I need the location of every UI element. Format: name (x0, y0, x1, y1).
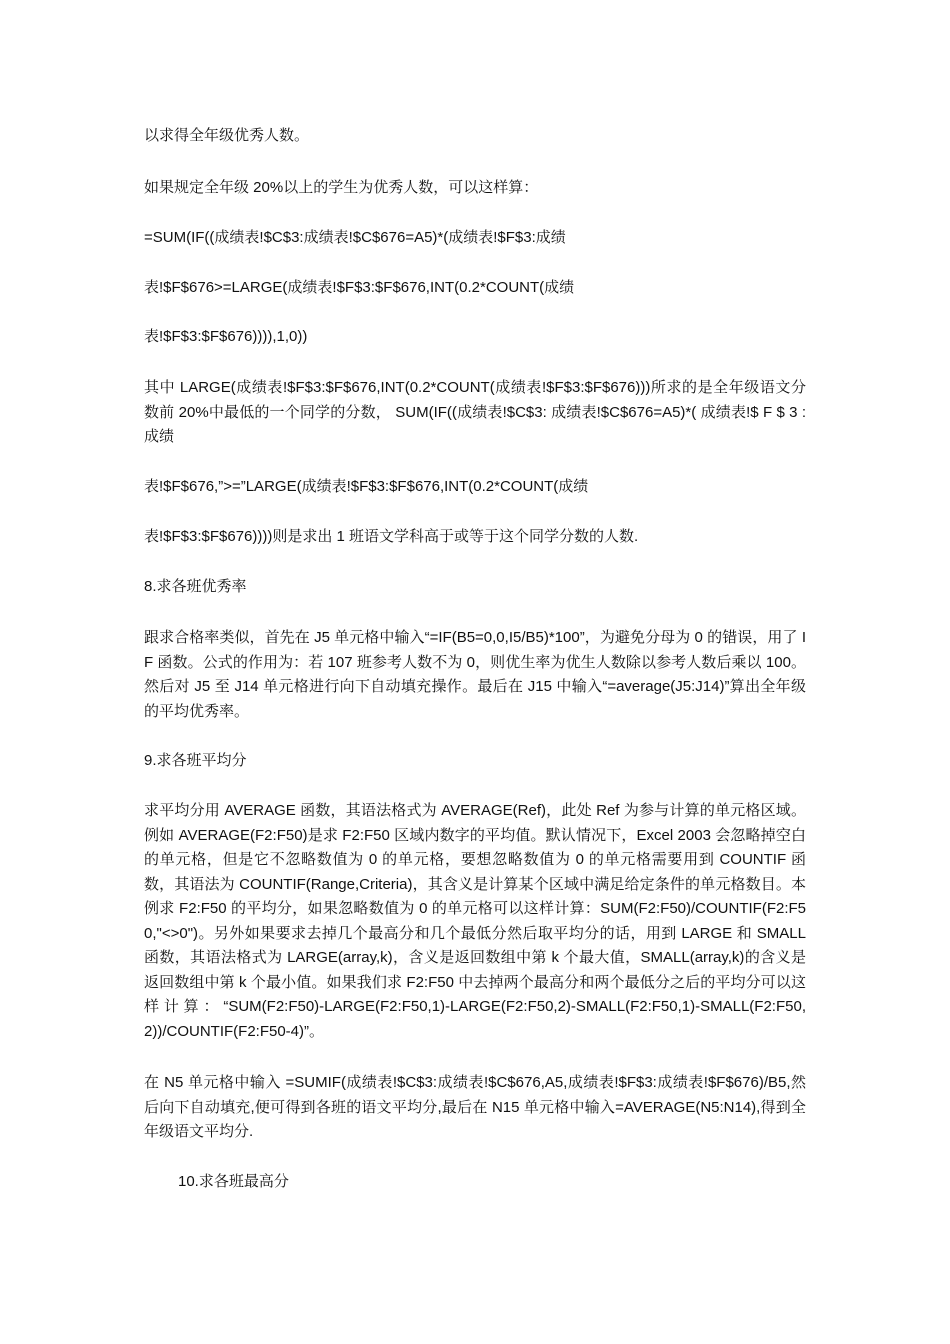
paragraph-excellence-rate: 跟求合格率类似，首先在 J5 单元格中输入“=IF(B5=0,0,I5/B5)*100”，为避免分母为 0 的错误，用了 IF 函数。公式的作用为：若 107 班参考人数不为 0，则优生率为优生人数除以参考人数后乘以 100。然后对 J5 至 J14 单元格进行向下自动填充操作。最后在 J15 中输入“=average(J5:J14)”算出全年级的平均优秀率。 (144, 629, 806, 720)
paragraph-intro: 以求得全年级优秀人数。 (144, 127, 310, 144)
paragraph-sumif: 在 N5 单元格中输入 =SUMIF(成绩表!$C$3:成绩表!$C$676,A5,成绩表!$F$3:成绩表!$F$676)/B5,然后向下自动填充,便可得到各班的语文平均分,最后在 N15 单元格中输入=AVERAGE(N5:N14),得到全年级语文平均分. (144, 1074, 806, 1140)
paragraph-rule: 如果规定全年级 20%以上的学生为优秀人数，可以这样算： (144, 179, 539, 196)
paragraph-large-explanation: 其中 LARGE(成绩表!$F$3:$F$676,INT(0.2*COUNT(成绩表!$F$3:$F$676)))所求的是全年级语文分数前 20%中最低的一个同学的分数， SUM(IF((成绩表!$C$3: 成绩表!$C$676=A5)*( 成绩表!$ F $ 3 : 成绩 (144, 379, 806, 445)
formula-line-4: 表!$F$676,”>=”LARGE(成绩表!$F$3:$F$676,INT(0.2*COUNT(成绩 (144, 478, 589, 495)
paragraph-conclusion: 表!$F$3:$F$676))))则是求出 1 班语文学科高于或等于这个同学分数的人数. (144, 528, 639, 545)
formula-line-1: =SUM(IF((成绩表!$C$3:成绩表!$C$676=A5)*(成绩表!$F$3:成绩 (144, 229, 566, 246)
formula-line-2: 表!$F$676>=LARGE(成绩表!$F$3:$F$676,INT(0.2*COUNT(成绩 (144, 279, 575, 296)
paragraph-average: 求平均分用 AVERAGE 函数，其语法格式为 AVERAGE(Ref)，此处 Ref 为参与计算的单元格区域。例如 AVERAGE(F2:F50)是求 F2:F50 区域内数字的平均值。默认情况下，Excel 2003 会忽略掉空白的单元格，但是它不忽略数值为 0 的单元格，要想忽略数值为 0 的单元格需要用到 COUNTIF 函数，其语法为 COUNTIF(Range,Criteria)，其含义是计算某个区域中满足给定条件的单元格数目。本例求 F2:F50 的平均分，如果忽略数值为 0 的单元格可以这样计算：SUM(F2:F50)/COUNTIF(F2:F50,"<>0")。另外如果要求去掉几个最高分和几个最低分然后取平均分的话，用到 LARGE 和 SMALL 函数，其语法格式为 LARGE(array,k)，含义是返回数组中第 k 个最大值，SMALL(array,k)的含义是返回数组中第 k 个最小值。如果我们求 F2:F50 中去掉两个最高分和两个最低分之后的平均分可以这样计算：“SUM(F2:F50)-LARGE(F2:F50,1)-LARGE(F2:F50,2)-SMALL(F2:F50,1)-SMALL(F2:F50,2))/COUNTIF(F2:F50-4)”。 (144, 802, 806, 1040)
section-heading-10: 10.求各班最高分 (178, 1173, 289, 1190)
formula-line-3: 表!$F$3:$F$676)))),1,0)) (144, 328, 308, 345)
section-heading-8: 8.求各班优秀率 (144, 578, 247, 595)
section-heading-9: 9.求各班平均分 (144, 752, 247, 769)
